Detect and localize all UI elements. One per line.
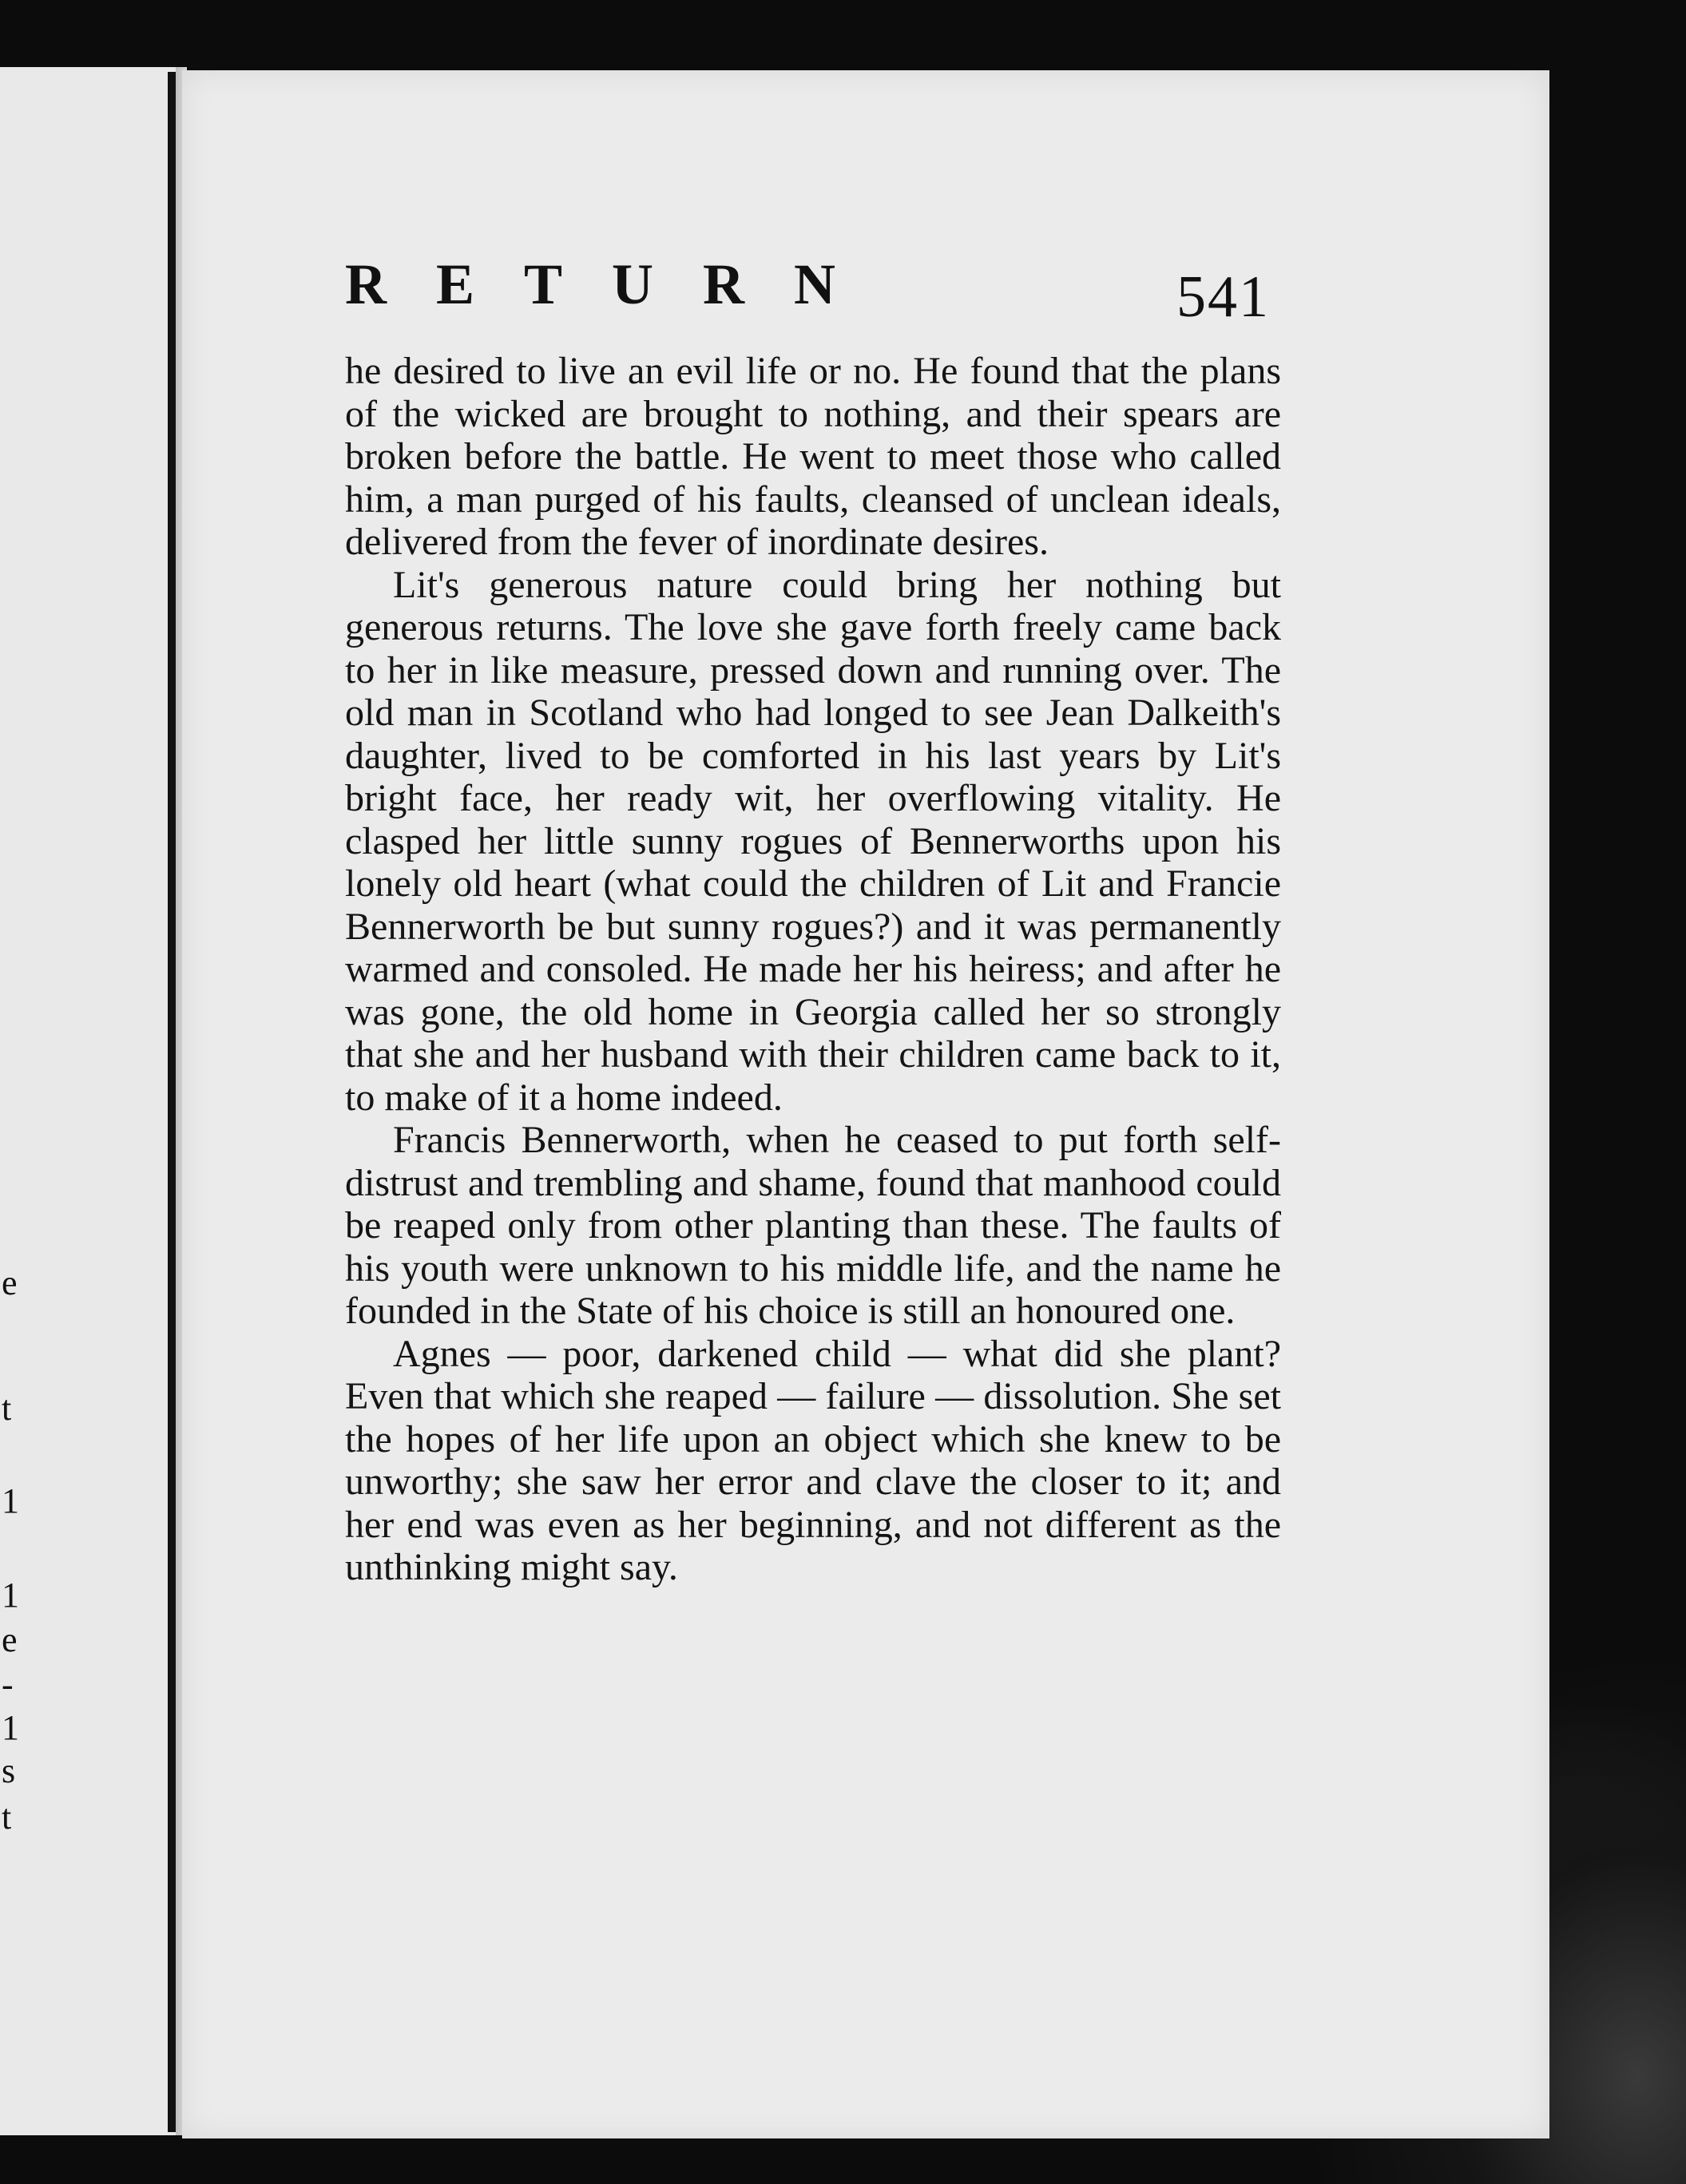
facing-page-fragment: 1 bbox=[2, 1481, 19, 1520]
paragraph: Francis Bennerworth, when he ceased to put forth self-distrust and trembling and shame, found that manhood could be reaped only from other planting than these. The faults of his youth were unknown to his middle life, and the name he founded in the State of his choice is still an honoured one. bbox=[345, 1119, 1281, 1332]
page-gutter bbox=[168, 72, 176, 2132]
facing-page-fragment: - bbox=[2, 1665, 14, 1704]
facing-page-fragment: 1 bbox=[2, 1576, 19, 1615]
facing-page-fragment: t bbox=[2, 1389, 12, 1428]
facing-page-fragment: e bbox=[2, 1263, 18, 1302]
page-number: 541 bbox=[1176, 264, 1270, 330]
body-text bbox=[345, 350, 1281, 1589]
running-title: RETURN bbox=[345, 252, 886, 316]
facing-page-fragment: e bbox=[2, 1620, 18, 1659]
facing-page-fragment: t bbox=[2, 1798, 12, 1837]
facing-page-fragment: 1 bbox=[2, 1708, 19, 1747]
facing-page-text-fragments bbox=[0, 0, 32, 2184]
paragraph: Agnes — poor, darkened child — what did she plant? Even that which she reaped — failure — dissolution. She set the hopes of her life upon an object which she knew to be unworthy; she saw her error and clave the closer to it; and her end was even as her beginning, and not different as the unthinking might say. bbox=[345, 1332, 1281, 1588]
facing-page-fragment: s bbox=[2, 1751, 16, 1790]
paragraph: he desired to live an evil life or no. He found that the plans of the wicked are brought to nothing, and their spears are broken before the battle. He went to meet those who called him, a man purged of his faults, cleansed of unclean ideals, delivered from the fever of inordinate desires. bbox=[345, 350, 1281, 563]
paragraph: Lit's generous nature could bring her nothing but generous returns. The love she gave forth freely came back to her in like measure, pressed down and running over. The old man in Scotland who had longed to see Jean Dalkeith's daughter, lived to be comforted in his last years by Lit's bright face, her ready wit, her overflowing vitality. He clasped her little sunny rogues of Bennerworths upon his lonely old heart (what could the children of Lit and Francie Bennerworth be but sunny rogues?) and it was permanently warmed and consoled. He made her his heiress; and after he was gone, the old home in Georgia called her so strongly that she and her husband with their children came back to it, to make of it a home indeed. bbox=[345, 563, 1281, 1119]
